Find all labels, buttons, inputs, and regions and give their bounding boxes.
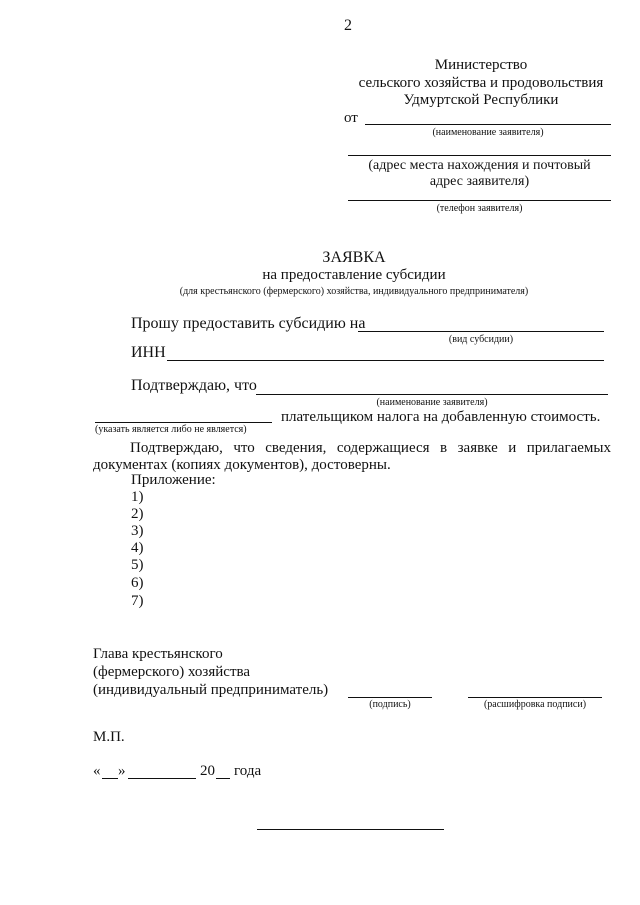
addressee-line-1: Министерство <box>434 57 528 73</box>
head-line-2: (фермерского) хозяйства <box>93 664 251 680</box>
attachment-item: 4) <box>131 540 144 556</box>
hint-signature: (подпись) <box>369 699 411 710</box>
document-subtitle-note: (для крестьянского (фермерского) хозяйства, индивидуального предпринимателя) <box>179 286 529 297</box>
confirm-name-line[interactable] <box>256 394 608 395</box>
hint-phone: (телефон заявителя) <box>436 203 523 214</box>
document-subtitle: на предоставление субсидии <box>262 267 446 283</box>
page-number: 2 <box>344 17 352 34</box>
attachment-item: 6) <box>131 575 144 591</box>
inn-line[interactable] <box>167 360 604 361</box>
signature-line[interactable] <box>348 697 432 698</box>
hint-applicant-name: (наименование заявителя) <box>432 127 544 138</box>
hint-signature-decode: (расшифровка подписи) <box>483 699 587 710</box>
request-label: Прошу предоставить субсидию на <box>131 315 366 332</box>
attachment-item: 3) <box>131 523 144 539</box>
attachment-item: 1) <box>131 489 144 505</box>
vat-status-line[interactable] <box>95 422 272 423</box>
hint-vat: (указать является либо не является) <box>95 424 247 435</box>
inn-label: ИНН <box>131 344 166 361</box>
stamp-label: М.П. <box>93 729 125 745</box>
date-day-line[interactable] <box>102 778 118 779</box>
confirm-paragraph: Подтверждаю, что сведения, содержащиеся в заявке и прилагаемых документах (копиях документов), достоверны. <box>93 440 611 473</box>
attachment-item: 7) <box>131 593 144 609</box>
head-line-1: Глава крестьянского <box>93 646 223 662</box>
bottom-line <box>257 829 444 830</box>
date-open-quote: « <box>93 763 101 779</box>
phone-line[interactable] <box>348 200 611 201</box>
hint-address-2: адрес заявителя) <box>429 174 530 189</box>
addressee-line-2: сельского хозяйства и продовольствия <box>358 75 604 91</box>
from-label: от <box>344 110 358 126</box>
date-close-quote: » <box>118 763 126 779</box>
address-line[interactable] <box>348 155 611 156</box>
hint-confirm-name: (наименование заявителя) <box>376 397 488 408</box>
head-line-3: (индивидуальный предприниматель) <box>93 682 329 698</box>
hint-address-1: (адрес места нахождения и почтовый <box>368 158 591 173</box>
date-year-line[interactable] <box>216 778 230 779</box>
document-title: ЗАЯВКА <box>322 249 386 266</box>
attachment-item: 5) <box>131 557 144 573</box>
signature-decode-line[interactable] <box>468 697 602 698</box>
subsidy-type-line[interactable] <box>358 331 604 332</box>
vat-text: плательщиком налога на добавленную стоимость. <box>281 409 601 425</box>
applicant-name-line[interactable] <box>365 124 611 125</box>
date-month-line[interactable] <box>128 778 196 779</box>
attachments-label: Приложение: <box>131 472 216 488</box>
addressee-line-3: Удмуртской Республики <box>403 92 559 108</box>
date-year-suffix: года <box>234 763 262 779</box>
attachment-item: 2) <box>131 506 144 522</box>
hint-subsidy-type: (вид субсидии) <box>448 334 514 345</box>
date-year-prefix: 20 <box>200 763 215 779</box>
confirm-label: Подтверждаю, что <box>131 377 257 394</box>
